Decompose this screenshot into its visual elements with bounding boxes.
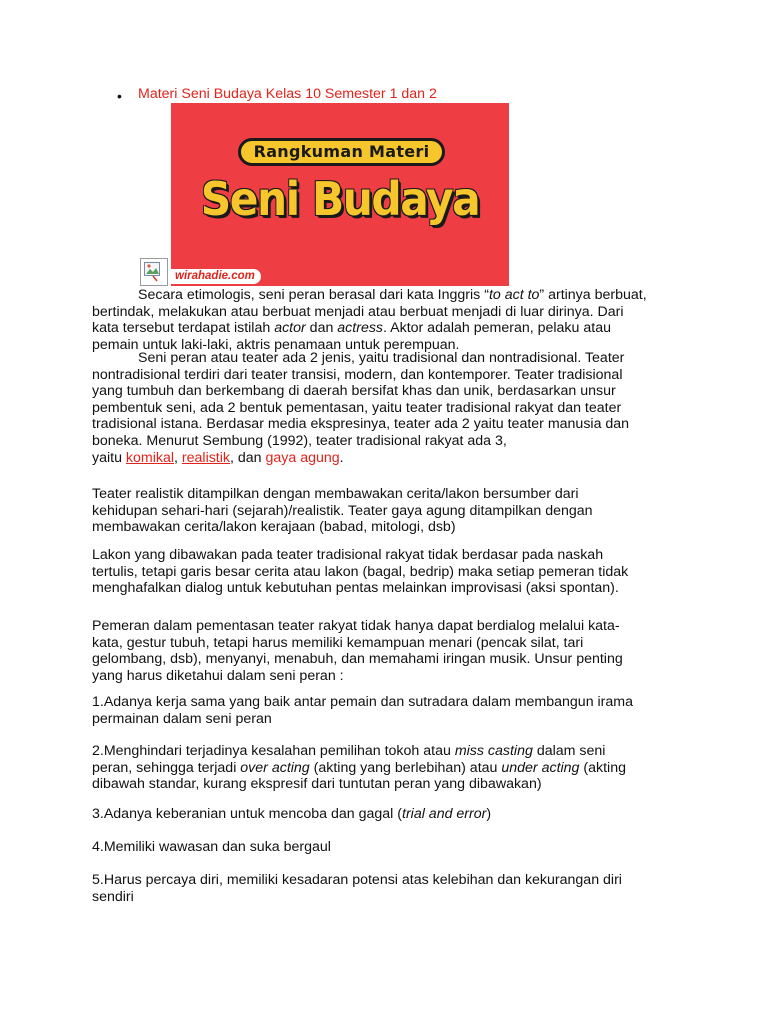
paragraph-types [92, 350, 672, 466]
text-line: bertindak, melakukan atau berbuat menjadi atau berbuat menjadi di luar dirinya. Dari [92, 303, 624, 320]
text-line: tertulis, tetapi garis besar cerita atau lakon (bagal, bedrip) maka setiap pemeran tidak [92, 563, 629, 580]
list-item-5 [92, 872, 672, 905]
text-line: 3.Adanya keberanian untuk mencoba dan gagal (trial and error) [92, 806, 492, 822]
broken-image-icon [140, 258, 168, 286]
list-item-2 [92, 743, 672, 793]
banner-pill [238, 138, 445, 166]
text-line: pemain untuk laki-laki, aktris penamaan untuk perempuan. [92, 336, 460, 353]
text-line: Pemeran dalam pementasan teater rakyat tidak hanya dapat berdialog melalui kata- [92, 618, 620, 634]
text-line: gelombang, dsb), menyanyi, menabuh, dan memahami iringan musik. Unsur penting [92, 651, 623, 668]
article-link[interactable]: Materi Seni Budaya Kelas 10 Semester 1 dan 2 [138, 86, 437, 102]
list-item-1 [92, 694, 672, 727]
text-line: kata tersebut terdapat istilah actor dan actress. Aktor adalah pemeran, pelaku atau [92, 320, 611, 337]
text-line: dibawah standar, kurang ekspresif dari tuntutan peran yang dibawakan) [92, 776, 542, 793]
text-line: sendiri [92, 888, 134, 905]
banner-pill-text: Rangkuman Materi [253, 142, 430, 161]
text-line: 1.Adanya kerja sama yang baik antar pemain dan sutradara dalam membangun irama [92, 694, 634, 710]
text-line: 2.Menghindari terjadinya kesalahan pemilihan tokoh atau miss casting dalam seni [92, 743, 606, 759]
text-line: 4.Memiliki wawasan dan suka bergaul [92, 839, 331, 855]
text-line: Lakon yang dibawakan pada teater tradisional rakyat tidak berdasar pada naskah [92, 547, 604, 563]
paragraph-etymology [92, 287, 672, 353]
text-line: peran, sehingga terjadi over acting (akting yang berlebihan) atau under acting (akting [92, 759, 626, 776]
link-komikal[interactable]: komikal [125, 449, 175, 466]
list-item-3 [92, 806, 672, 823]
text-line: Teater realistik ditampilkan dengan membawakan cerita/lakon bersumber dari [92, 486, 579, 502]
text-line: yang harus diketahui dalam seni peran : [92, 667, 344, 684]
banner-watermark: wirahadie.com [171, 269, 261, 284]
text-line: permainan dalam seni peran [92, 710, 272, 727]
banner-image [171, 103, 509, 286]
paragraph-lakon [92, 547, 672, 597]
text-line: kata, gestur tubuh, tetapi harus memiliki kemampuan menari (pencak silat, tari [92, 634, 584, 651]
text-line: Seni peran atau teater ada 2 jenis, yaitu tradisional dan nontradisional. Teater [138, 350, 625, 366]
banner-title: Seni Budaya [200, 172, 480, 226]
bullet-marker: • [117, 88, 122, 104]
link-gaya-agung[interactable]: gaya agung [265, 449, 340, 466]
link-realistik[interactable]: realistik [181, 449, 230, 466]
text-line: yang tumbuh dan berkembang di daerah bersifat khas dan unik, berdasarkan unsur [92, 383, 616, 400]
text-line: nontradisional terdiri dari teater transisi, modern, dan kontemporer. Teater tradisional [92, 366, 623, 383]
text-line: boneka. Menurut Sembung (1992), teater tradisional rakyat ada 3, [92, 432, 507, 449]
text-line: Secara etimologis, seni peran berasal dari kata Inggris “to act to” artinya berbuat, [138, 287, 647, 303]
text-line: pembentuk seni, ada 2 bentuk pementasan, yaitu teater tradisional rakyat dan teater [92, 399, 622, 416]
text-line: kehidupan sehari-hari (sejarah)/realistik. Teater gaya agung ditampilkan dengan [92, 502, 593, 519]
text-line: menghafalkan dialog untuk kebutuhan pentas melainkan improvisasi (aksi spontan). [92, 580, 619, 597]
text-line: tradisional istana. Berdasar media ekspresinya, teater ada 2 yaitu teater manusia dan [92, 416, 630, 433]
text-line: membawakan cerita/lakon kerajaan (babad, mitologi, dsb) [92, 519, 456, 536]
list-item-4 [92, 839, 672, 856]
text-line: 5.Harus percaya diri, memiliki kesadaran potensi atas kelebihan dan kekurangan diri [92, 872, 622, 888]
text-line: yaitu komikal, realistik, dan gaya agung. [92, 449, 344, 466]
paragraph-realistic [92, 486, 672, 536]
paragraph-pemeran [92, 618, 672, 684]
